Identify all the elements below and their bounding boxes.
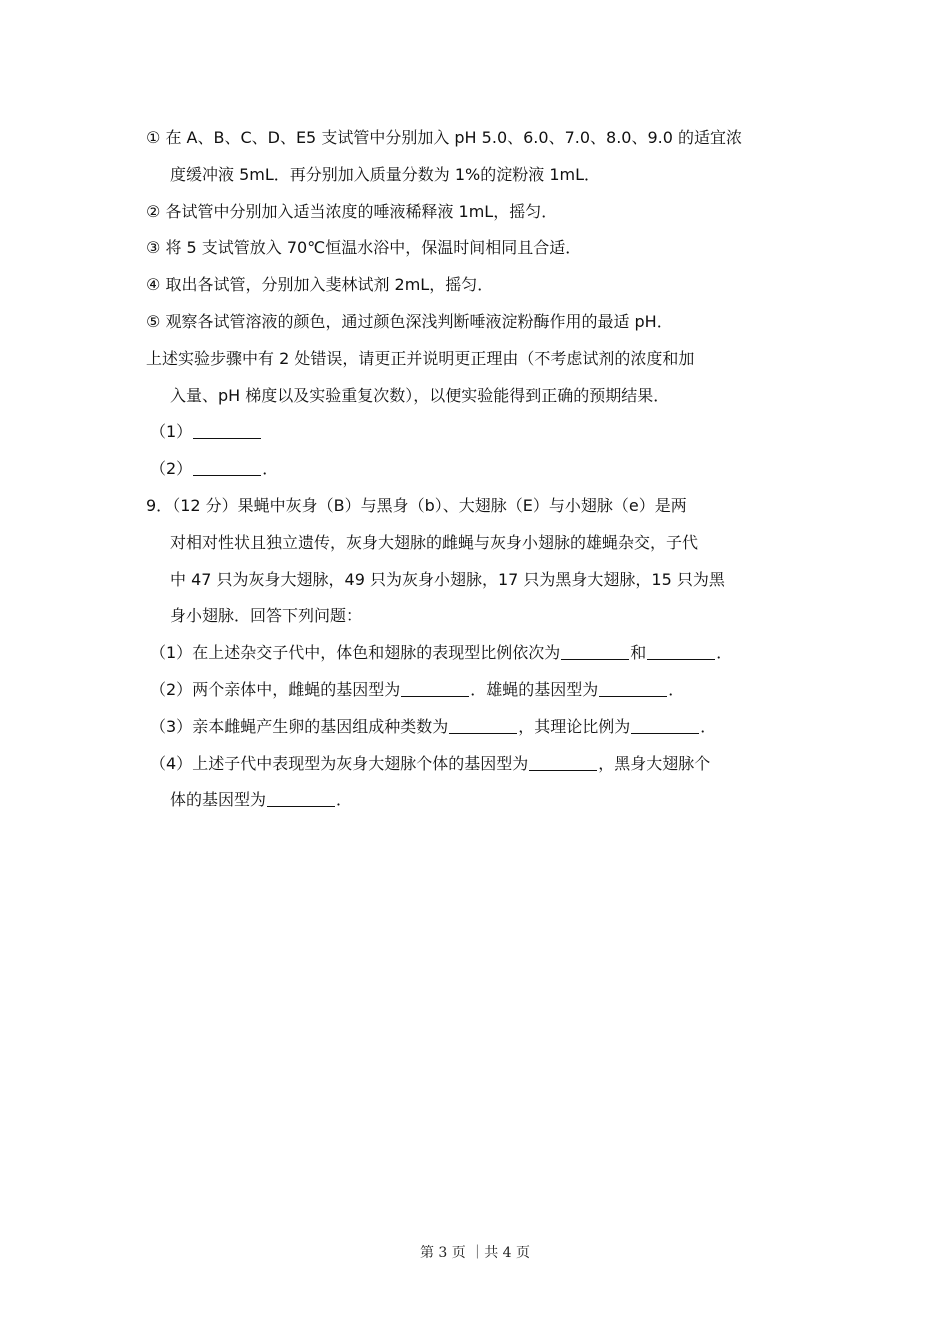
step-4-marker: ④: [146, 275, 161, 295]
subquestion-1-text-a: 在上述杂交子代中，体色和翅脉的表现型比例依次为: [192, 643, 561, 663]
subquestion-4-blank-2: [267, 790, 335, 807]
step-5: [146, 304, 810, 341]
answer-2-label: （2）: [150, 459, 193, 479]
subquestion-1-text-b: 和: [630, 643, 647, 663]
subquestion-3-text-b: ，其理论比例为: [518, 716, 631, 736]
subquestion-2-text-a: 两个亲体中，雌蝇的基因型为: [192, 679, 401, 699]
step-5-marker: ⑤: [146, 311, 161, 331]
subquestion-3-label: （3）: [150, 716, 193, 736]
step-2: [146, 194, 810, 231]
subquestion-3-text-a: 亲本雌蝇产生卵的基因组成种类数为: [192, 716, 449, 736]
question-9-number: 9．: [146, 495, 173, 515]
question-9-line-1: [146, 488, 810, 525]
question-9-line-3: 中 47 只为灰身大翅脉，49 只为灰身小翅脉，17 只为黑身大翅脉，15 只为黑: [170, 569, 725, 589]
step-3-text: 将 5 支试管放入 70℃恒温水浴中，保温时间相同且合适．: [165, 238, 582, 258]
answer-1-blank: [193, 422, 261, 439]
question-9-text-line-1: （12 分）果蝇中灰身（B）与黑身（b）、大翅脉（E）与小翅脉（e）是两: [172, 495, 687, 515]
subquestion-1-end: ．: [716, 643, 733, 663]
answer-1: [146, 414, 810, 451]
page-footer: 第 3 页 ｜共 4 页: [419, 1245, 531, 1261]
step-1-text-line-2: 度缓冲液 5mL．再分别加入质量分数为 1%的淀粉液 1mL．: [170, 164, 601, 184]
question-9-line-4: 身小翅脉．回答下列问题：: [170, 606, 363, 626]
subquestion-2-text-b: ．雄蝇的基因型为: [470, 679, 599, 699]
step-1-line-2: [146, 157, 810, 194]
subquestion-3-blank-1: [449, 717, 517, 734]
instruction-line-1: 上述实验步骤中有 2 处错误，请更正并说明更正理由（不考虑试剂的浓度和加: [146, 348, 695, 368]
subquestion-2-blank-2: [599, 680, 667, 697]
subquestion-4-end: ．: [336, 790, 353, 810]
subquestion-3: [146, 709, 810, 746]
subquestion-1-blank-2: [647, 643, 715, 660]
subquestion-1-blank-1: [561, 643, 629, 660]
step-4: [146, 267, 810, 304]
step-1-text-line-1: 在 A、B、C、D、E5 支试管中分别加入 pH 5.0、6.0、7.0、8.0、9.0 的适宜浓: [165, 128, 742, 147]
subquestion-1-label: （1）: [150, 643, 193, 663]
question-9-line-2: 对相对性状且独立遗传，灰身大翅脉的雌蝇与灰身小翅脉的雄蝇杂交，子代: [170, 532, 699, 552]
subquestion-4-line-2: [146, 782, 810, 819]
step-3-marker: ③: [146, 238, 161, 258]
subquestion-2-end: ．: [668, 679, 685, 699]
answer-1-label: （1）: [150, 422, 193, 442]
step-1-marker: ①: [146, 128, 161, 147]
step-3: [146, 230, 810, 267]
subquestion-2: [146, 672, 810, 709]
subquestion-4-text-c: 体的基因型为: [170, 790, 267, 810]
subquestion-1: [146, 635, 810, 672]
subquestion-2-blank-1: [401, 680, 469, 697]
answer-2: [146, 451, 810, 488]
step-1-line-1: [146, 120, 810, 157]
subquestion-3-end: ．: [700, 716, 717, 736]
step-2-text: 各试管中分别加入适当浓度的唾液稀释液 1mL，摇匀．: [165, 201, 558, 221]
subquestion-3-blank-2: [631, 717, 699, 734]
step-4-text: 取出各试管，分别加入斐林试剂 2mL，摇匀．: [165, 275, 494, 295]
subquestion-4-text-b: ，黑身大翅脉个: [598, 753, 711, 773]
subquestion-2-label: （2）: [150, 679, 193, 699]
subquestion-4-text-a: 上述子代中表现型为灰身大翅脉个体的基因型为: [192, 753, 529, 773]
subquestion-4-label: （4）: [150, 753, 193, 773]
subquestion-4-blank-1: [529, 754, 597, 771]
answer-2-end: ．: [262, 459, 279, 479]
answer-2-blank: [193, 459, 261, 476]
document-content: [146, 120, 810, 819]
instruction-line-2: 入量、pH 梯度以及实验重复次数），以便实验能得到正确的预期结果．: [170, 385, 670, 405]
subquestion-4-line-1: [146, 746, 810, 783]
step-5-text: 观察各试管溶液的颜色，通过颜色深浅判断唾液淀粉酶作用的最适 pH．: [165, 311, 673, 331]
step-2-marker: ②: [146, 201, 161, 221]
